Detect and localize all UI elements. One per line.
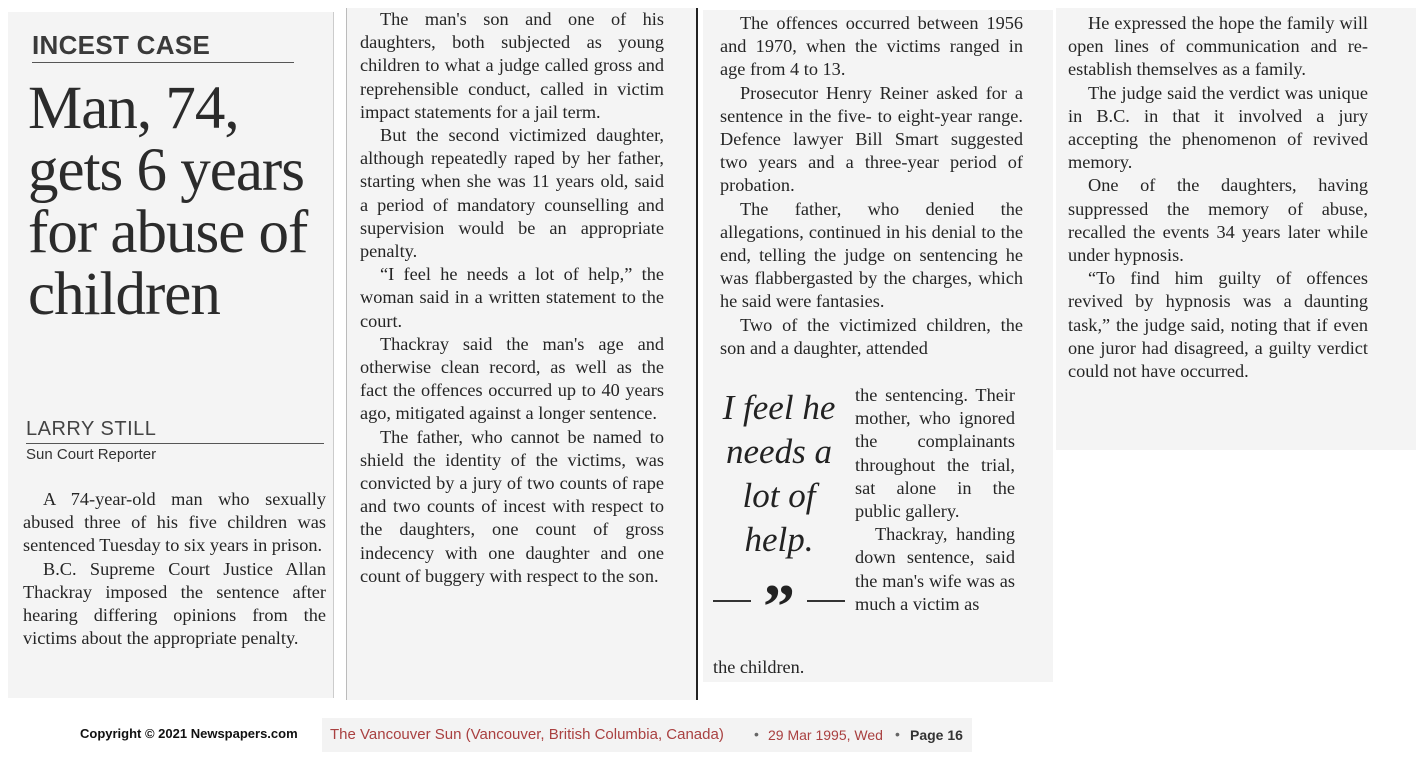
article-column-3-tail <box>713 656 893 679</box>
article-column-3 <box>720 12 1023 360</box>
paragraph: The judge said the verdict was unique in B.C. in that it involved a jury accepting the phenomenon of revived memory. <box>1068 82 1368 173</box>
paragraph: The offences occurred between 1956 and 1970, when the victims ranged in age from 4 to 13. <box>720 13 1023 80</box>
byline-rule <box>26 443 324 444</box>
article-column-1 <box>23 488 326 650</box>
paragraph: “I feel he needs a lot of help,” the woman said in a written statement to the court. <box>360 264 664 331</box>
paragraph: Two of the victimized children, the son and a daughter, attended <box>720 314 1023 358</box>
article-column-3-wrap <box>855 384 1015 616</box>
pull-quote-rule-right <box>807 600 845 602</box>
paragraph: “To find him guilty of offences revived by hypnosis was a daunting task,” the judge said, noting that if even one juror had disagreed, a guilty verdict could not have occurred. <box>1068 268 1368 382</box>
clipping-headline-column <box>8 12 334 698</box>
paragraph: the children. <box>713 657 805 677</box>
clipping-column-2 <box>346 8 698 700</box>
paragraph: The man's son and one of his daughters, both subjected as young children to what a judge called gross and reprehensible conduct, called in victim impact statements for a jail term. <box>360 9 664 122</box>
paragraph: One of the daughters, having suppressed the memory of abuse, recalled the events 34 years later while under hypnosis. <box>1068 175 1368 266</box>
paragraph: But the second victimized daughter, although repeatedly raped by her father, starting when she was 11 years old, said a period of mandatory counselling and supervision would be an appropriate penalty. <box>360 125 664 262</box>
paragraph: The father, who cannot be named to shield the identity of the victims, was convicted by a jury of two counts of rape and two counts of incest with respect to the daughters, one count of gross indecency with one daughter and one count of buggery with respect to the son. <box>360 426 664 586</box>
section-kicker: INCEST CASE <box>32 30 211 60</box>
source-strip <box>322 718 972 752</box>
paragraph: A 74-year-old man who sexually abused three of his five children was sentenced Tuesday to six years in prison. <box>23 489 326 556</box>
page-number[interactable]: Page 16 <box>910 727 963 743</box>
clipping-column-4 <box>1056 8 1416 450</box>
copyright-notice: Copyright © 2021 Newspapers.com <box>80 726 298 741</box>
clipping-column-3 <box>703 10 1053 682</box>
kicker-rule <box>32 62 294 63</box>
paragraph: Thackray, handing down sentence, said the man's wife was as much a victim as <box>855 524 1015 614</box>
separator: • <box>754 726 759 742</box>
closing-quote-icon: ” <box>763 571 795 642</box>
article-column-2 <box>360 8 664 588</box>
pull-quote: I feel he needs a lot of help. <box>722 388 836 559</box>
paragraph: The father, who denied the allegations, continued in his denial to the end, telling the judge on sentencing he was flabbergasted by the charges, which he said were fantasies. <box>720 198 1023 312</box>
clipping-footer <box>80 718 980 752</box>
pull-quote-rule-left <box>713 600 751 602</box>
publication-link[interactable]: The Vancouver Sun (Vancouver, British Columbia, Canada) <box>330 726 724 743</box>
byline-role: Sun Court Reporter <box>26 446 157 463</box>
pull-quote-mark <box>713 571 845 642</box>
headline: Man, 74, gets 6 years for abuse of children <box>28 75 308 328</box>
paragraph: He expressed the hope the family will open lines of communication and re-establish themselves as a family. <box>1068 13 1368 80</box>
byline: LARRY STILL <box>26 418 157 440</box>
paragraph: the sentencing. Their mother, who ignored the complainants throughout the trial, sat alone in the public gallery. <box>855 385 1015 522</box>
publication-date[interactable]: 29 Mar 1995, Wed <box>768 727 883 743</box>
paragraph: Thackray said the man's age and otherwise clean record, as well as the fact the offences occurred up to 40 years ago, mitigated against a longer sentence. <box>360 333 664 424</box>
article-column-4 <box>1068 12 1368 383</box>
paragraph: Prosecutor Henry Reiner asked for a sentence in the five- to eight-year range. Defence lawyer Bill Smart suggested two years and a three-year period of probation. <box>720 82 1023 196</box>
separator: • <box>895 726 900 742</box>
paragraph: B.C. Supreme Court Justice Allan Thackray imposed the sentence after hearing differing opinions from the victims about the appropriate penalty. <box>23 558 326 649</box>
